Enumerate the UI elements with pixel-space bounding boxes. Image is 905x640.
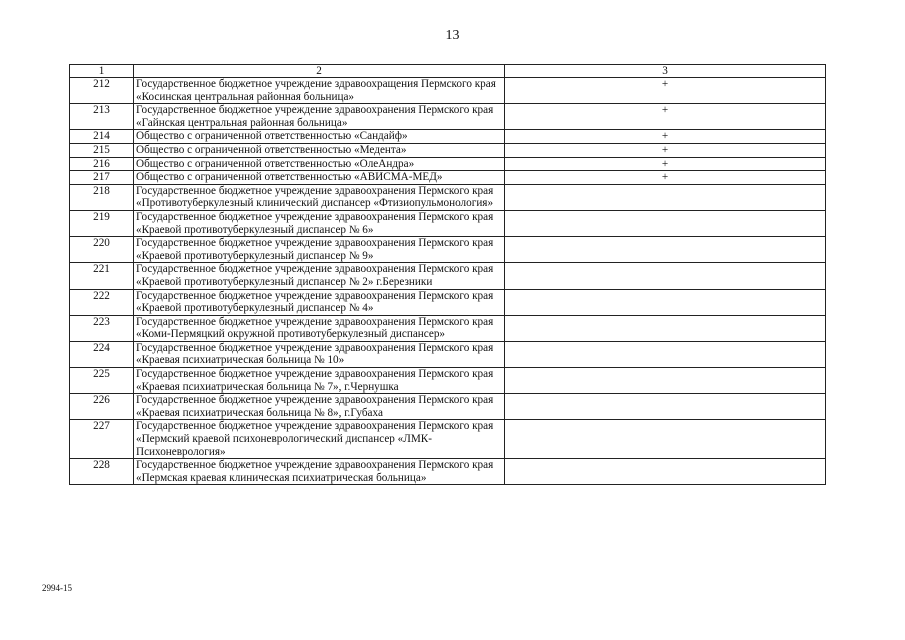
participation-mark xyxy=(505,341,826,367)
organization-name: Государственное бюджетное учреждение здравоохранения Пермского края «Краевая психиатрическая больница № 7», г.Чернушка xyxy=(134,368,505,394)
organization-name: Государственное бюджетное учреждение здравоохращения Пермского края «Косинская центральная районная больница» xyxy=(134,78,505,104)
organization-name: Общество с ограниченной ответственностью «АВИСМА-МЕД» xyxy=(134,171,505,185)
participation-mark xyxy=(505,289,826,315)
table-row xyxy=(70,171,826,185)
column-header-name: 2 xyxy=(134,65,505,78)
table-row xyxy=(70,315,826,341)
participation-mark xyxy=(505,237,826,263)
document-code: 2994-15 xyxy=(42,583,72,593)
table-row xyxy=(70,143,826,157)
page-number: 13 xyxy=(445,28,460,43)
row-number: 212 xyxy=(70,78,134,104)
organization-name: Государственное бюджетное учреждение здравоохранения Пермского края «Краевой противотуберкулезный диспансер № 2» г.Березники xyxy=(134,263,505,289)
table-row xyxy=(70,157,826,171)
organization-name: Государственное бюджетное учреждение здравоохранения Пермского края «Краевой противотуберкулезный диспансер № 9» xyxy=(134,237,505,263)
participation-mark: + xyxy=(505,143,826,157)
participation-mark xyxy=(505,368,826,394)
table-row xyxy=(70,263,826,289)
participation-mark xyxy=(505,394,826,420)
organization-name: Государственное бюджетное учреждение здравоохранения Пермского края «Противотуберкулезный клинический диспансер «Фтизиопульмонология» xyxy=(134,184,505,210)
table-row xyxy=(70,210,826,236)
row-number: 224 xyxy=(70,341,134,367)
row-number: 221 xyxy=(70,263,134,289)
organization-name: Общество с ограниченной ответственностью «Медента» xyxy=(134,143,505,157)
participation-mark: + xyxy=(505,78,826,104)
row-number: 223 xyxy=(70,315,134,341)
row-number: 222 xyxy=(70,289,134,315)
organization-name: Государственное бюджетное учреждение здравоохранения Пермского края «Краевой противотуберкулезный диспансер № 6» xyxy=(134,210,505,236)
row-number: 227 xyxy=(70,420,134,459)
row-number: 220 xyxy=(70,237,134,263)
row-number: 216 xyxy=(70,157,134,171)
row-number: 219 xyxy=(70,210,134,236)
column-header-mark: 3 xyxy=(505,65,826,78)
organization-name: Государственное бюджетное учреждение здравоохранения Пермского края «Краевая психиатрическая больница № 10» xyxy=(134,341,505,367)
row-number: 226 xyxy=(70,394,134,420)
participation-mark: + xyxy=(505,171,826,185)
participation-mark: + xyxy=(505,104,826,130)
table-row xyxy=(70,184,826,210)
row-number: 225 xyxy=(70,368,134,394)
row-number: 213 xyxy=(70,104,134,130)
table-row xyxy=(70,130,826,144)
row-number: 215 xyxy=(70,143,134,157)
participation-mark xyxy=(505,315,826,341)
organization-name: Общество с ограниченной ответственностью «Сандайф» xyxy=(134,130,505,144)
table-row xyxy=(70,104,826,130)
organization-name: Государственное бюджетное учреждение здравоохранения Пермского края «Гайнская центральная районная больница» xyxy=(134,104,505,130)
participation-mark xyxy=(505,420,826,459)
row-number: 218 xyxy=(70,184,134,210)
table-row xyxy=(70,420,826,459)
organization-name: Государственное бюджетное учреждение здравоохранения Пермского края «Пермский краевой психоневрологический диспансер «ЛМК-Психоневрология» xyxy=(134,420,505,459)
participation-mark xyxy=(505,184,826,210)
participation-mark xyxy=(505,210,826,236)
organization-name: Государственное бюджетное учреждение здравоохранения Пермского края «Пермская краевая клиническая психиатрическая больница» xyxy=(134,459,505,485)
organization-name: Государственное бюджетное учреждение здравоохранения Пермского края «Краевой противотуберкулезный диспансер № 4» xyxy=(134,289,505,315)
participation-mark: + xyxy=(505,157,826,171)
table-row xyxy=(70,237,826,263)
table-row xyxy=(70,289,826,315)
organization-name: Общество с ограниченной ответственностью «ОлеАндра» xyxy=(134,157,505,171)
table-row xyxy=(70,78,826,104)
column-header-number: 1 xyxy=(70,65,134,78)
table-row xyxy=(70,459,826,485)
row-number: 214 xyxy=(70,130,134,144)
participation-mark xyxy=(505,263,826,289)
table-row xyxy=(70,368,826,394)
participation-mark xyxy=(505,459,826,485)
table-row xyxy=(70,341,826,367)
institutions-table xyxy=(69,64,826,485)
organization-name: Государственное бюджетное учреждение здравоохранения Пермского края «Краевая психиатрическая больница № 8», г.Губаха xyxy=(134,394,505,420)
row-number: 217 xyxy=(70,171,134,185)
table-row xyxy=(70,394,826,420)
organization-name: Государственное бюджетное учреждение здравоохранения Пермского края «Коми-Пермяцкий окружной противотуберкулезный диспансер» xyxy=(134,315,505,341)
row-number: 228 xyxy=(70,459,134,485)
table-header-row xyxy=(70,65,826,78)
participation-mark: + xyxy=(505,130,826,144)
